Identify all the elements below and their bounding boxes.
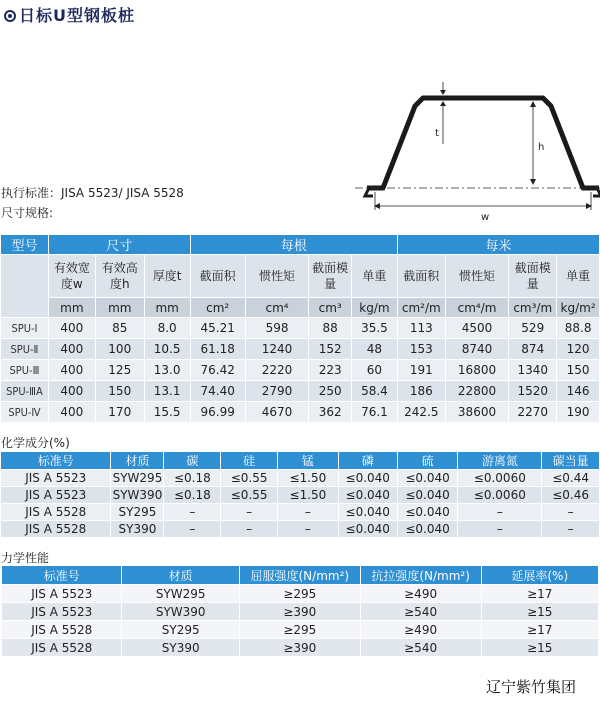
table-cell: ≥540 [361, 603, 481, 620]
table-row [1, 381, 599, 401]
sub-header: 单重 [557, 255, 599, 297]
table-cell: ≥295 [240, 621, 360, 638]
table-row [2, 585, 598, 602]
table-cell: 190 [557, 402, 599, 422]
chem-header: 锰 [278, 452, 338, 469]
chem-header: 硫 [398, 452, 458, 469]
table-cell: 60 [352, 360, 397, 380]
table-cell: 146 [557, 381, 599, 401]
table-cell: 13.0 [145, 360, 190, 380]
table-cell: 58.4 [352, 381, 397, 401]
table-cell: ≥295 [240, 585, 360, 602]
table-cell: 152 [309, 339, 351, 359]
table-cell: ≤0.040 [398, 504, 458, 520]
table-cell: 22800 [446, 381, 509, 401]
table-cell: – [458, 521, 541, 537]
table-cell: 4670 [246, 402, 309, 422]
table-row [1, 521, 599, 537]
table-cell: ≤0.040 [398, 487, 458, 503]
mech-header: 材质 [122, 566, 238, 584]
table-cell: 85 [96, 318, 144, 338]
table-cell: 15.5 [145, 402, 190, 422]
table-cell: JIS A 5528 [2, 621, 121, 638]
table-cell: JIS A 5528 [2, 639, 121, 656]
table-cell: ≤0.0060 [458, 470, 541, 486]
table-cell: JIS A 5528 [1, 521, 110, 537]
unit-cell: cm³/m [509, 298, 556, 317]
profile-shape [367, 98, 599, 188]
sub-header: 截面模量 [309, 255, 351, 297]
table-cell: SYW390 [112, 488, 163, 502]
table-cell: – [542, 504, 599, 520]
table-cell: ≤0.040 [398, 521, 458, 537]
table-cell: 74.40 [191, 381, 245, 401]
mech-header: 延展率(%) [482, 566, 598, 584]
table-cell: 88 [309, 318, 351, 338]
table-cell: 120 [557, 339, 599, 359]
table-cell: 242.5 [398, 402, 445, 422]
model-cell: SPU-ⅢA [1, 381, 48, 401]
table-cell: ≥390 [240, 603, 360, 620]
header-model-blank [1, 255, 48, 317]
table-cell: ≥490 [361, 621, 481, 638]
unit-cell: kg/m [352, 298, 397, 317]
table-cell: 400 [49, 360, 95, 380]
table-cell: 61.18 [191, 339, 245, 359]
unit-cell: cm⁴ [246, 298, 309, 317]
table-cell: JIS A 5523 [1, 487, 110, 503]
table-cell: 35.5 [352, 318, 397, 338]
header-per-piece: 每根 [191, 235, 397, 254]
unit-cell: cm³ [309, 298, 351, 317]
table-row [1, 339, 599, 359]
unit-cell: cm²/m [398, 298, 445, 317]
sub-header: 厚度t [145, 255, 190, 297]
table-row [1, 504, 599, 520]
mech-section-label: 力学性能 [1, 551, 50, 565]
table-cell: SY390 [111, 521, 163, 537]
table-cell: 45.21 [191, 318, 245, 338]
table-cell: 13.1 [145, 381, 190, 401]
table-cell: ≤0.040 [339, 470, 397, 486]
table-cell: 1520 [509, 381, 556, 401]
table-cell: 153 [398, 339, 445, 359]
table-cell: – [221, 521, 277, 537]
table-row [1, 318, 599, 338]
table-cell: JIS A 5523 [2, 603, 121, 620]
chemical-composition-table [0, 451, 600, 538]
table-cell: ≤0.18 [164, 487, 220, 503]
table-cell: 400 [49, 339, 95, 359]
sub-header: 有效高度h [96, 255, 144, 297]
chem-header: 碳当量 [542, 452, 599, 469]
table-cell: 150 [557, 360, 599, 380]
table-cell: ≤1.50 [278, 487, 338, 503]
chem-section-label: 化学成分(%) [1, 436, 70, 450]
table-cell: 16800 [446, 360, 509, 380]
table-row [1, 470, 599, 486]
table-cell: 76.1 [352, 402, 397, 422]
table-cell: 170 [96, 402, 144, 422]
table-cell: SYW295 [122, 585, 238, 602]
chem-header: 硅 [221, 452, 277, 469]
table-cell: 400 [49, 381, 95, 401]
table-cell: 1240 [246, 339, 309, 359]
table-cell: 250 [309, 381, 351, 401]
sub-header: 惯性矩 [446, 255, 509, 297]
table-row [1, 402, 599, 422]
table-cell: ≤0.040 [339, 504, 397, 520]
table-cell: ≤0.55 [221, 470, 277, 486]
sub-header: 截面积 [398, 255, 445, 297]
table-cell: 38600 [446, 402, 509, 422]
table-cell: 113 [398, 318, 445, 338]
table-cell: – [278, 521, 338, 537]
unit-cell: kg/m² [557, 298, 599, 317]
table-cell: 125 [96, 360, 144, 380]
label-w: w [481, 212, 490, 223]
table-cell: 186 [398, 381, 445, 401]
table-cell: 2220 [246, 360, 309, 380]
model-cell: SPU-Ⅲ [1, 360, 48, 380]
chem-header: 磷 [339, 452, 397, 469]
header-model: 型号 [1, 235, 48, 254]
table-cell: ≤0.44 [542, 470, 599, 486]
mech-header: 标准号 [2, 566, 121, 584]
chem-header: 材质 [111, 452, 163, 469]
table-cell: 362 [309, 402, 351, 422]
table-cell: 150 [96, 381, 144, 401]
model-cell: SPU-Ⅰ [1, 318, 48, 338]
sub-header: 单重 [352, 255, 397, 297]
table-cell: ≥490 [361, 585, 481, 602]
chem-header: 游离氮 [458, 452, 541, 469]
table-cell: SY390 [122, 639, 238, 656]
table-cell: 8.0 [145, 318, 190, 338]
table-cell: JIS A 5523 [2, 585, 121, 602]
table-cell: 4500 [446, 318, 509, 338]
sub-header: 截面模量 [509, 255, 556, 297]
table-cell: ≥390 [240, 639, 360, 656]
unit-cell: mm [96, 298, 144, 317]
table-row [1, 487, 599, 503]
sub-header: 惯性矩 [246, 255, 309, 297]
table-cell: 48 [352, 339, 397, 359]
table-cell: 100 [96, 339, 144, 359]
table-cell: ≤0.55 [221, 487, 277, 503]
table-cell: – [164, 521, 220, 537]
table-cell: – [164, 504, 220, 520]
table-cell: 529 [509, 318, 556, 338]
header-per-meter: 每米 [398, 235, 599, 254]
label-t: t [435, 128, 439, 139]
table-cell: 191 [398, 360, 445, 380]
table-cell: – [458, 504, 541, 520]
table-cell: ≥540 [361, 639, 481, 656]
page-title-text: 日标U型钢板桩 [19, 6, 135, 25]
table-cell: 2270 [509, 402, 556, 422]
table-cell: 1340 [509, 360, 556, 380]
table-cell: SYW295 [112, 471, 163, 485]
unit-cell: cm⁴/m [446, 298, 509, 317]
unit-cell: mm [49, 298, 95, 317]
table-cell: ≤0.040 [398, 470, 458, 486]
table-cell: 874 [509, 339, 556, 359]
table-cell: 223 [309, 360, 351, 380]
table-cell: 10.5 [145, 339, 190, 359]
mechanical-properties-table [1, 565, 599, 657]
table-cell: 8740 [446, 339, 509, 359]
table-row [2, 639, 598, 656]
table-cell: ≥15 [482, 639, 598, 656]
table-row [2, 621, 598, 638]
table-cell: ≤0.040 [339, 487, 397, 503]
dimension-table [0, 234, 600, 423]
table-cell: 598 [246, 318, 309, 338]
model-cell: SPU-Ⅳ [1, 402, 48, 422]
table-cell: ≤1.50 [278, 470, 338, 486]
table-cell: ≤0.46 [542, 487, 599, 503]
page-title [4, 3, 135, 26]
table-cell: – [542, 521, 599, 537]
table-cell: – [278, 504, 338, 520]
sub-header: 有效宽度w [49, 255, 95, 297]
table-row [2, 603, 598, 620]
table-cell: ≤0.0060 [458, 487, 541, 503]
label-h: h [538, 142, 545, 153]
circle-bullet-icon [4, 10, 16, 22]
table-cell: SY295 [122, 621, 238, 638]
table-cell: ≥15 [482, 603, 598, 620]
table-cell: 400 [49, 318, 95, 338]
company-name: 辽宁紫竹集团 [485, 678, 576, 696]
sub-header: 截面积 [191, 255, 245, 297]
chem-header: 碳 [164, 452, 220, 469]
table-cell: 400 [49, 402, 95, 422]
table-cell: 2790 [246, 381, 309, 401]
mech-header: 屈服强度(N/mm²) [240, 566, 360, 584]
table-cell: ≥17 [482, 621, 598, 638]
table-cell: ≤0.040 [339, 521, 397, 537]
table-cell: ≤0.18 [164, 470, 220, 486]
table-row [1, 360, 599, 380]
table-cell: 76.42 [191, 360, 245, 380]
table-cell: JIS A 5528 [1, 504, 110, 520]
table-cell: 88.8 [557, 318, 599, 338]
table-cell: – [221, 504, 277, 520]
unit-cell: cm² [191, 298, 245, 317]
table-cell: SY295 [111, 504, 163, 520]
unit-cell: mm [145, 298, 190, 317]
table-cell: 96.99 [191, 402, 245, 422]
table-cell: SYW390 [122, 603, 238, 620]
size-spec-label: 尺寸规格: [1, 206, 54, 220]
table-cell: ≥17 [482, 585, 598, 602]
sheet-pile-profile-diagram [355, 78, 600, 228]
header-size: 尺寸 [49, 235, 190, 254]
chem-header: 标准号 [1, 452, 110, 469]
table-cell: JIS A 5523 [1, 470, 110, 486]
model-cell: SPU-Ⅱ [1, 339, 48, 359]
standard-line: 执行标准：JISA 5523/ JISA 5528 [1, 186, 184, 200]
mech-header: 抗拉强度(N/mm²) [361, 566, 481, 584]
